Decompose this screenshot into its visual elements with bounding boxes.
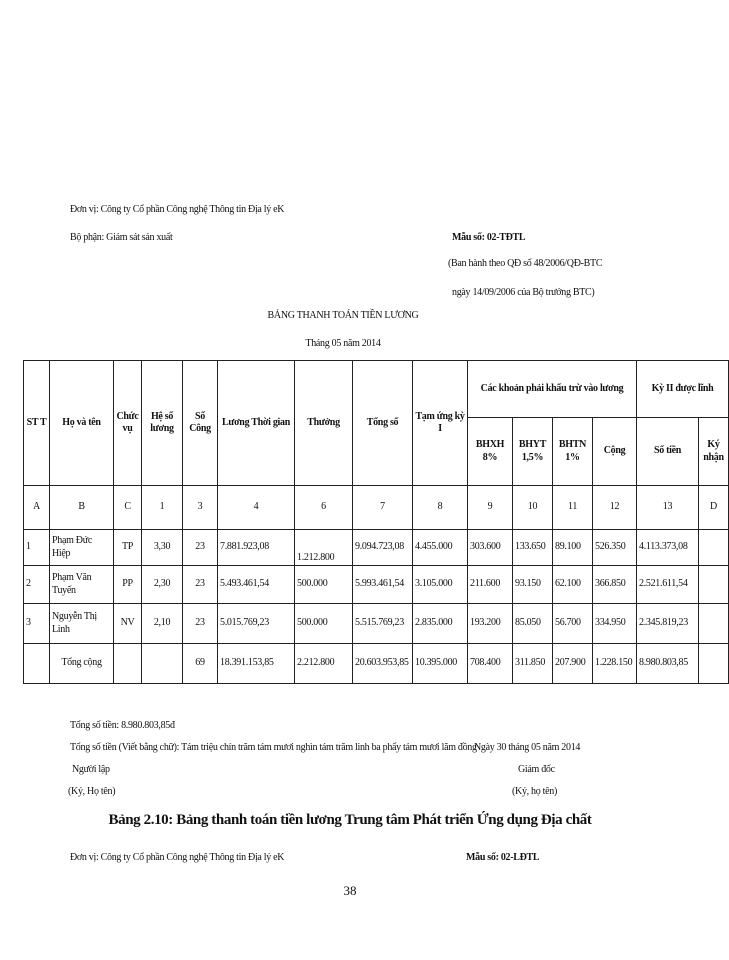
header-coefficient: Hệ số lương: [142, 361, 183, 486]
director-sign-hint: (Ký, họ tên): [512, 786, 557, 797]
cell-position: NV: [114, 604, 142, 644]
cell-advance: 4.455.000: [413, 530, 468, 566]
code-cell: A: [24, 486, 50, 530]
cell-sum: 526.350: [593, 530, 637, 566]
cell-total: 5.515.769,23: [353, 604, 413, 644]
cell-total-sum: 1.228.150: [593, 644, 637, 684]
cell-time-salary: 7.881.923,08: [218, 530, 295, 566]
code-cell: 9: [468, 486, 513, 530]
director-label: Giám đốc: [518, 764, 555, 775]
header-deductions-group: Các khoản phải khấu trừ vào lương: [468, 361, 637, 418]
cell-name: Phạm Văn Tuyến: [50, 566, 114, 604]
cell-time-salary: 5.015.769,23: [218, 604, 295, 644]
code-cell: 6: [295, 486, 353, 530]
cell-bonus: 1.212.800: [295, 530, 353, 566]
cell-bhyt: 85.050: [513, 604, 553, 644]
document-month: Tháng 05 năm 2014: [305, 338, 381, 349]
cell-total-bhxh: 708.400: [468, 644, 513, 684]
cell-coefficient: 3,30: [142, 530, 183, 566]
cell-empty: [114, 644, 142, 684]
decree-line-2: ngày 14/09/2006 của Bộ trưởng BTC): [452, 287, 595, 298]
cell-bhyt: 133.650: [513, 530, 553, 566]
table-row: [24, 566, 729, 604]
cell-amount: 2.521.611,54: [637, 566, 699, 604]
decree-line-1: (Ban hành theo QĐ số 48/2006/QĐ-BTC: [448, 258, 603, 269]
header-position: Chức vụ: [114, 361, 142, 486]
header-sign: Ký nhận: [699, 418, 729, 486]
cell-stt: 3: [24, 604, 50, 644]
cell-total: 9.094.723,08: [353, 530, 413, 566]
form-number: Mẫu số: 02-TĐTL: [452, 232, 526, 243]
cell-position: TP: [114, 530, 142, 566]
cell-amount: 2.345.819,23: [637, 604, 699, 644]
code-cell: 3: [183, 486, 218, 530]
code-cell: C: [114, 486, 142, 530]
cell-total-amount: 8.980.803,85: [637, 644, 699, 684]
cell-position: PP: [114, 566, 142, 604]
sign-date: Ngày 30 tháng 05 năm 2014: [474, 742, 581, 753]
preparer-sign-hint: (Ký, Họ tên): [68, 786, 116, 797]
cell-bhxh: 303.600: [468, 530, 513, 566]
payroll-table: [23, 360, 729, 684]
cell-total-total: 20.603.953,85: [353, 644, 413, 684]
cell-coefficient: 2,10: [142, 604, 183, 644]
cell-empty: [142, 644, 183, 684]
header-name: Họ và tên: [50, 361, 114, 486]
header-bhtn: BHTN 1%: [553, 418, 593, 486]
cell-total-advance: 10.395.000: [413, 644, 468, 684]
header-period2-group: Kỳ II được lĩnh: [637, 361, 729, 418]
cell-advance: 3.105.000: [413, 566, 468, 604]
header-amount: Số tiền: [637, 418, 699, 486]
code-cell: 7: [353, 486, 413, 530]
code-cell: 13: [637, 486, 699, 530]
cell-total-time-salary: 18.391.153,85: [218, 644, 295, 684]
cell-name: Nguyễn Thị Linh: [50, 604, 114, 644]
cell-bonus: 500.000: [295, 566, 353, 604]
cell-bonus: 500.000: [295, 604, 353, 644]
unit-name: Đơn vị: Công ty Cổ phần Công nghệ Thông tin Địa lý eK: [70, 204, 285, 215]
cell-advance: 2.835.000: [413, 604, 468, 644]
table-row: [24, 604, 729, 644]
table-row: [24, 530, 729, 566]
cell-coefficient: 2,30: [142, 566, 183, 604]
cell-sign: [699, 566, 729, 604]
header-bhxh: BHXH 8%: [468, 418, 513, 486]
cell-total-bhtn: 207.900: [553, 644, 593, 684]
header-total: Tổng số: [353, 361, 413, 486]
cell-name: Phạm Đức Hiệp: [50, 530, 114, 566]
cell-stt: 2: [24, 566, 50, 604]
cell-bhxh: 211.600: [468, 566, 513, 604]
continuation-form-number: Mẫu số: 02-LĐTL: [466, 852, 540, 863]
preparer-label: Người lập: [72, 764, 110, 775]
cell-bhyt: 93.150: [513, 566, 553, 604]
header-advance: Tạm ứng kỳ I: [413, 361, 468, 486]
cell-sum: 366.850: [593, 566, 637, 604]
cell-stt: 1: [24, 530, 50, 566]
cell-empty: [699, 644, 729, 684]
cell-bhtn: 62.100: [553, 566, 593, 604]
header-bhyt: BHYT 1,5%: [513, 418, 553, 486]
cell-sum: 334.950: [593, 604, 637, 644]
cell-totals-label: Tổng cộng: [50, 644, 114, 684]
cell-workdays: 23: [183, 604, 218, 644]
total-in-words: Tổng số tiền (Viết bằng chữ): Tám triệu chín trăm tám mươi nghìn tám trăm linh ba phẩy tám mươi lăm đồng: [70, 742, 477, 753]
totals-row: [24, 644, 729, 684]
cell-sign: [699, 604, 729, 644]
cell-total-workdays: 69: [183, 644, 218, 684]
cell-workdays: 23: [183, 530, 218, 566]
header-sum: Cộng: [593, 418, 637, 486]
code-cell: 10: [513, 486, 553, 530]
cell-time-salary: 5.493.461,54: [218, 566, 295, 604]
continuation-unit: Đơn vị: Công ty Cổ phần Công nghệ Thông tin Địa lý eK: [70, 852, 285, 863]
code-cell: 1: [142, 486, 183, 530]
cell-total-bonus: 2.212.800: [295, 644, 353, 684]
cell-sign: [699, 530, 729, 566]
header-stt: ST T: [24, 361, 50, 486]
total-amount: Tổng số tiền: 8.980.803,85đ: [70, 720, 175, 731]
code-cell: 8: [413, 486, 468, 530]
page-number: 38: [343, 883, 357, 898]
cell-total-bhyt: 311.850: [513, 644, 553, 684]
cell-workdays: 23: [183, 566, 218, 604]
table-caption: Bảng 2.10: Bảng thanh toán tiền lương Trung tâm Phát triển Ứng dụng Địa chất: [108, 812, 592, 828]
code-cell: 12: [593, 486, 637, 530]
code-cell: D: [699, 486, 729, 530]
cell-amount: 4.113.373,08: [637, 530, 699, 566]
department: Bộ phận: Giám sát sản xuất: [70, 232, 173, 243]
column-code-row: [24, 486, 729, 530]
cell-bhtn: 56.700: [553, 604, 593, 644]
header-workdays: Số Công: [183, 361, 218, 486]
cell-total: 5.993.461,54: [353, 566, 413, 604]
cell-bhtn: 89.100: [553, 530, 593, 566]
code-cell: 4: [218, 486, 295, 530]
document-title: BẢNG THANH TOÁN TIỀN LƯƠNG: [267, 310, 419, 321]
header-bonus: Thưởng: [295, 361, 353, 486]
code-cell: 11: [553, 486, 593, 530]
header-row-1: [24, 361, 729, 418]
header-time-salary: Lương Thời gian: [218, 361, 295, 486]
code-cell: B: [50, 486, 114, 530]
cell-bhxh: 193.200: [468, 604, 513, 644]
cell-empty: [24, 644, 50, 684]
